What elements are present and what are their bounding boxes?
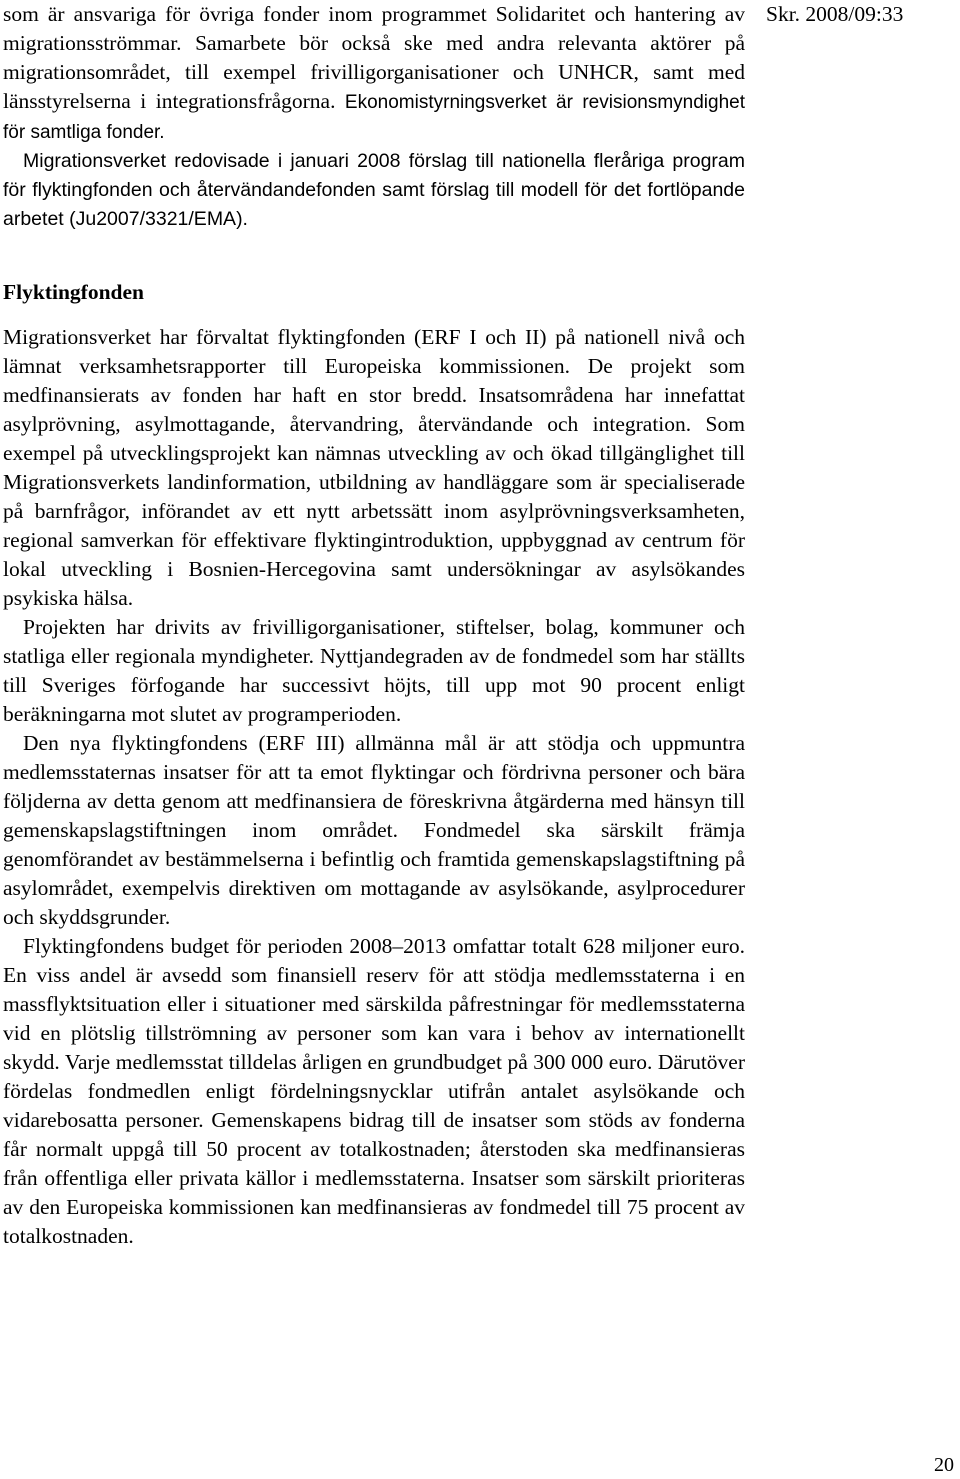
main-text-column [3, 0, 745, 1251]
body-paragraph: Den nya flyktingfondens (ERF III) allmänna mål är att stödja och uppmuntra medlemsstaternas insatser för att ta emot flyktingar och fördrivna personer och bära följderna av detta genom att medfinansiera de föreskrivna åtgärderna med hänsyn till gemenskapslagstiftningen inom området. Fondmedel ska särskilt främja genomförandet av bestämmelserna i befintlig och framtida gemenskapslagstiftning på asylområdet, exempelvis direktiven om mottagande av asylsökande, asylprocedurer och skyddsgrunder. [3, 731, 745, 929]
intro-text-sans: Ekonomistyrningsverket är revisionsmyndighet för samtliga fonder. [3, 92, 745, 143]
body-paragraph: Migrationsverket har förvaltat flyktingfonden (ERF I och II) på nationell nivå och lämnat verksamhetsrapporter till Europeiska kommissionen. De projekt som medfinansierats av fonden har haft en stor bredd. Insatsområdena har innefattat asylprövning, asylmottagande, återvandring, återvändande och integration. Som exempel på utvecklingsprojekt kan nämnas utveckling av och ökad tillgänglighet till Migrationsverkets landinformation, utbildning av handläggare som är specialiserade på barnfrågor, införandet av ett nytt arbetssätt inom asylprövningsverksamheten, regional samverkan för effektivare flyktingintroduktion, uppbyggnad av centrum för lokal utveckling i Bosnien-Hercegovina samt undersökningar av asylsökandes psykiska hälsa. [3, 325, 745, 610]
intro-second-paragraph: Migrationsverket redovisade i januari 2008 förslag till nationella fleråriga program för flyktingfonden och återvändandefonden samt förslag till modell för det fortlöpande arbetet (Ju2007/3321/EMA). [3, 150, 745, 230]
intro-paragraph [3, 0, 745, 147]
page-number: 20 [934, 1454, 954, 1476]
document-reference: Skr. 2008/09:33 [766, 2, 904, 26]
section-heading: Flyktingfonden [3, 280, 144, 304]
body-paragraph: Projekten har drivits av frivilligorganisationer, stiftelser, bolag, kommuner och statliga eller regionala myndigheter. Nyttjandegraden av de fondmedel som har ställts till Sveriges förfogande har successivt höjts, till upp mot 90 procent enligt beräkningarna mot slutet av programperioden. [3, 615, 745, 726]
body-paragraph: Flyktingfondens budget för perioden 2008–2013 omfattar totalt 628 miljoner euro. En viss andel är avsedd som finansiell reserv för att stödja medlemsstaterna i en massflyktsituation eller i situationer med särskilda påfrestningar för medlemsstaterna vid en plötslig tillströmning av personer som kan vara i behov av internationellt skydd. Varje medlemsstat tilldelas årligen en grundbudget på 300 000 euro. Därutöver fördelas fondmedlen enligt fördelningsnycklar utifrån antalet asylsökande och vidarebosatta personer. Gemenskapens bidrag till de insatser som stöds av fonderna får normalt uppgå till 50 procent av totalkostnaden; återstoden ska medfinansieras från offentliga eller privata källor i medlemsstaterna. Insatser som särskilt prioriteras av den Europeiska kommissionen kan medfinansieras av fondmedel till 75 procent av totalkostnaden. [3, 934, 745, 1248]
intro-text-serif: som är ansvariga för övriga fonder inom programmet Solidaritet och hantering av migrationsströmmar. Samarbete bör också ske med andra relevanta aktörer på migrationsområdet, till exempel frivilligorganisationer och UNHCR, samt med länsstyrelserna i integrationsfrågorna. [3, 2, 745, 113]
